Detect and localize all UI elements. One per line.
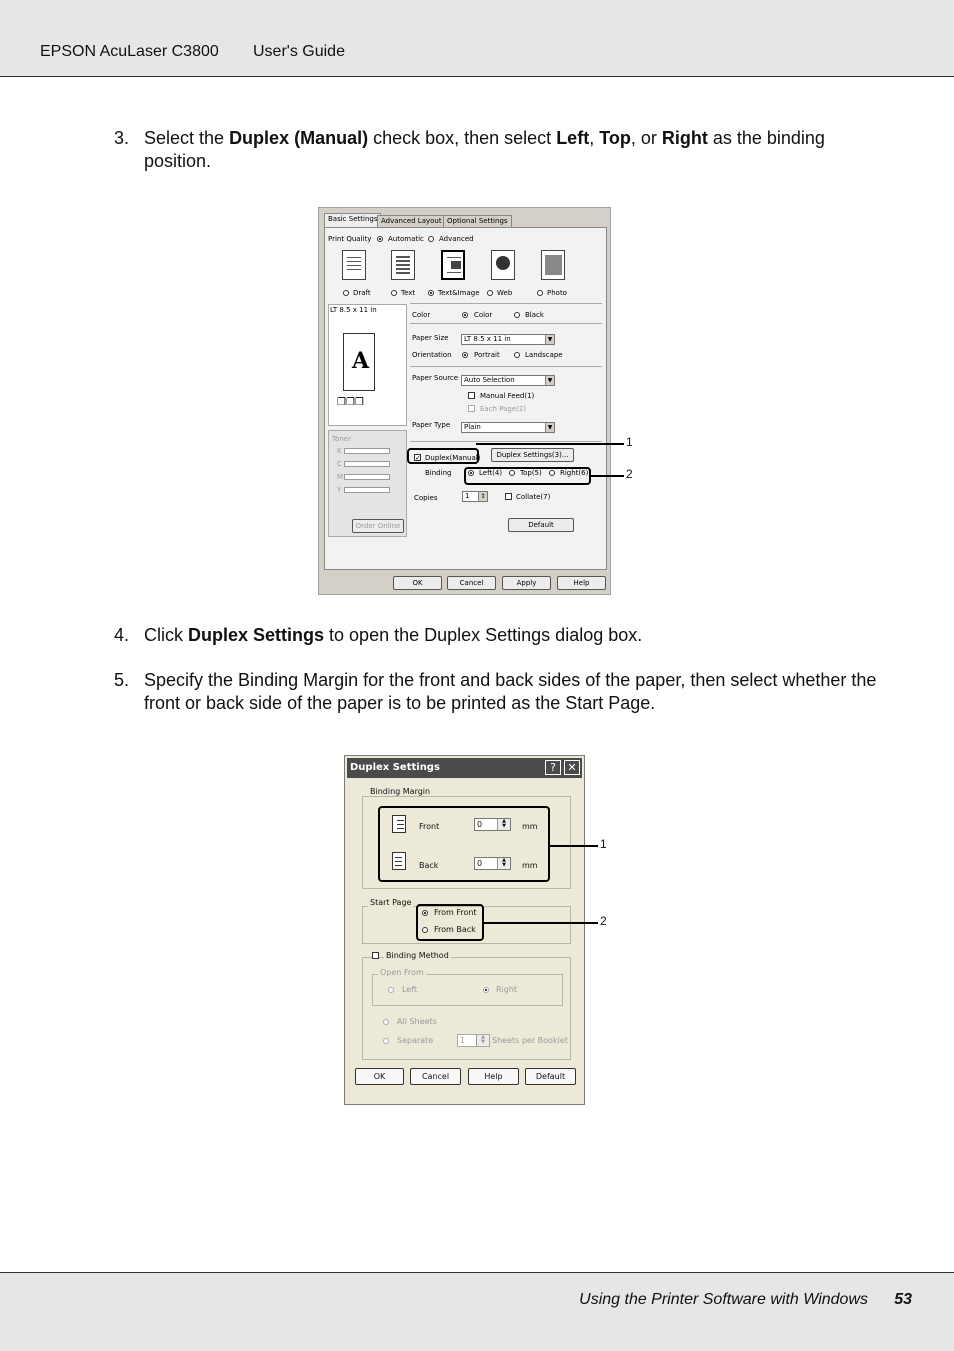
- text-radio[interactable]: [391, 290, 397, 296]
- each-page-label: Each Page(2): [480, 405, 527, 413]
- page-footer: [0, 1272, 954, 1351]
- manual-feed-label: Manual Feed(1): [480, 392, 535, 400]
- photo-radio[interactable]: [537, 290, 543, 296]
- callout-number-2: 2: [626, 467, 633, 481]
- ok-button[interactable]: OK: [393, 576, 442, 590]
- back-unit: mm: [522, 861, 538, 870]
- all-sheets-radio[interactable]: [383, 1019, 389, 1025]
- separate-label: Separate: [397, 1036, 434, 1045]
- duplex-manual-label: Duplex(Manual): [425, 454, 481, 462]
- step-text: Click Duplex Settings to open the Duplex Settings dialog box.: [144, 625, 643, 645]
- photo-icon: [541, 250, 565, 280]
- from-back-label: From Back: [434, 925, 476, 934]
- callout-leader-2: [484, 922, 598, 924]
- collate-checkbox[interactable]: [505, 493, 512, 500]
- open-right-radio[interactable]: [483, 987, 489, 993]
- text-label: Text: [401, 289, 416, 297]
- step-number: 5.: [114, 670, 130, 690]
- text-image-radio[interactable]: [428, 290, 434, 296]
- open-left-label: Left: [402, 985, 418, 994]
- step-number: 3.: [114, 128, 130, 148]
- step-text: Specify the Binding Margin for the front and back sides of the paper, then select whether the front or back side of the paper is to be printed as the Start Page.: [144, 670, 877, 713]
- default-button[interactable]: Default: [508, 518, 574, 532]
- collate-label: Collate(7): [516, 493, 551, 501]
- toner-y-label: Y: [337, 486, 342, 494]
- help-icon[interactable]: ?: [545, 760, 561, 775]
- apply-button[interactable]: Apply: [502, 576, 551, 590]
- text-icon: [391, 250, 415, 280]
- orientation-label: Orientation: [412, 351, 452, 359]
- divider: [410, 323, 602, 324]
- landscape-radio[interactable]: [514, 352, 520, 358]
- callout-box-2: [464, 467, 591, 485]
- cancel-button[interactable]: Cancel: [447, 576, 496, 590]
- binding-label: Binding: [425, 469, 452, 477]
- settings-panel: [324, 227, 607, 570]
- guide-title: User's Guide: [253, 43, 345, 60]
- paper-source-select[interactable]: Auto Selection ▼: [461, 375, 555, 386]
- layout-preview: [328, 304, 407, 426]
- duplex-settings-screenshot: [344, 755, 585, 1105]
- advanced-label: Advanced: [439, 235, 474, 243]
- section-title: Using the Printer Software with Windows: [579, 1291, 868, 1308]
- web-radio[interactable]: [487, 290, 493, 296]
- preview-page: [343, 333, 375, 391]
- front-unit: mm: [522, 822, 538, 831]
- copies-label: Copies: [414, 494, 438, 502]
- print-quality-label: Print Quality: [328, 235, 372, 243]
- divider: [410, 303, 602, 304]
- draft-label: Draft: [353, 289, 371, 297]
- help-button[interactable]: Help: [557, 576, 606, 590]
- binding-left-label: Left(4): [479, 469, 503, 477]
- color-label: Color: [412, 311, 431, 319]
- default-button[interactable]: Default: [525, 1068, 576, 1085]
- product-name: EPSON AcuLaser C3800: [40, 43, 219, 60]
- color-option-label: Color: [474, 311, 493, 319]
- duplex-manual-checkbox[interactable]: ✓: [415, 454, 421, 462]
- callout-box-2: [416, 904, 484, 941]
- callout-number-2: 2: [600, 914, 607, 928]
- landscape-label: Landscape: [525, 351, 563, 359]
- page-header: [0, 0, 954, 77]
- color-radio[interactable]: [462, 312, 468, 318]
- open-from-group: [372, 974, 563, 1006]
- sheets-per-booklet-stepper[interactable]: 1 ▲ ▼: [457, 1034, 490, 1047]
- step-5: [114, 669, 894, 717]
- open-right-label: Right: [496, 985, 518, 994]
- advanced-radio[interactable]: [428, 236, 434, 242]
- preview-size-label: LT 8.5 x 11 in: [330, 306, 377, 314]
- binding-right-label: Right(6): [560, 469, 589, 477]
- web-label: Web: [497, 289, 513, 297]
- printer-properties-screenshot: [318, 207, 611, 595]
- binding-method-checkbox[interactable]: [372, 952, 379, 959]
- divider: [410, 366, 602, 367]
- toner-k-label: K: [337, 447, 342, 455]
- all-sheets-label: All Sheets: [397, 1017, 437, 1026]
- dialog-titlebar: [347, 758, 582, 778]
- binding-top-label: Top(5): [520, 469, 542, 477]
- portrait-label: Portrait: [474, 351, 500, 359]
- sheets-per-booklet-label: Sheets per Booklet: [492, 1036, 568, 1045]
- front-margin-stepper[interactable]: 0 ▲ ▼: [474, 818, 511, 831]
- callout-leader-1: [549, 845, 598, 847]
- paper-type-select[interactable]: Plain ▼: [461, 422, 555, 433]
- toner-label: Toner: [332, 435, 351, 443]
- page-number: 53: [894, 1291, 912, 1308]
- draft-icon: [342, 250, 366, 280]
- duplex-settings-button[interactable]: Duplex Settings(3)...: [491, 448, 574, 462]
- front-label: Front: [419, 822, 440, 831]
- each-page-checkbox[interactable]: [468, 405, 475, 412]
- callout-leader-1: [476, 443, 624, 445]
- step-text: Select the Duplex (Manual) check box, then select Left, Top, or Right as the binding position.: [144, 128, 825, 171]
- binding-margin-label: Binding Margin: [370, 787, 431, 796]
- toner-m-label: M: [337, 473, 344, 481]
- separate-radio[interactable]: [383, 1038, 389, 1044]
- automatic-label: Automatic: [388, 235, 424, 243]
- tab-basic-settings[interactable]: Basic Settings: [324, 213, 381, 227]
- photo-label: Photo: [547, 289, 567, 297]
- paper-size-select[interactable]: LT 8.5 x 11 in ▼: [461, 334, 555, 345]
- paper-source-label: Paper Source: [412, 374, 459, 382]
- draft-radio[interactable]: [343, 290, 349, 296]
- paper-size-label: Paper Size: [412, 334, 449, 342]
- toner-c-label: C: [337, 460, 342, 468]
- copies-input[interactable]: 1 ↕: [462, 491, 488, 502]
- order-online-button[interactable]: Order Online: [352, 519, 404, 533]
- page-order-icon: ❐❐❐: [337, 397, 364, 408]
- toner-c-bar: [344, 461, 390, 467]
- text-image-label: Text&Image: [438, 289, 480, 297]
- callout-box-1: [378, 806, 550, 882]
- open-from-label: Open From: [380, 968, 424, 977]
- automatic-radio[interactable]: [377, 236, 383, 242]
- callout-box-1: [407, 448, 479, 464]
- callout-number-1: 1: [626, 435, 633, 449]
- close-icon[interactable]: ✕: [564, 760, 580, 775]
- manual-feed-checkbox[interactable]: [468, 392, 475, 399]
- binding-method-label: Binding Method: [386, 951, 449, 960]
- callout-number-1: 1: [600, 837, 607, 851]
- cancel-button[interactable]: Cancel: [410, 1068, 461, 1085]
- paper-type-label: Paper Type: [412, 421, 451, 429]
- step-4: [114, 624, 894, 648]
- text-image-icon: [441, 250, 465, 280]
- dialog-title: Duplex Settings: [350, 762, 440, 773]
- ok-button[interactable]: OK: [355, 1068, 404, 1085]
- toner-y-bar: [344, 487, 390, 493]
- start-page-label: Start Page: [370, 898, 412, 907]
- from-front-label: From Front: [434, 908, 477, 917]
- preview-letter: A: [352, 348, 370, 374]
- toner-panel: [328, 430, 407, 537]
- tab-optional-settings[interactable]: Optional Settings: [443, 215, 512, 227]
- help-button[interactable]: Help: [468, 1068, 519, 1085]
- callout-leader-2: [591, 475, 624, 477]
- toner-m-bar: [344, 474, 390, 480]
- open-left-radio[interactable]: [388, 987, 394, 993]
- portrait-radio[interactable]: [462, 352, 468, 358]
- tab-advanced-layout[interactable]: Advanced Layout: [377, 215, 446, 227]
- black-radio[interactable]: [514, 312, 520, 318]
- step-3: [114, 127, 894, 175]
- toner-k-bar: [344, 448, 390, 454]
- black-option-label: Black: [525, 311, 544, 319]
- back-label: Back: [419, 861, 439, 870]
- step-number: 4.: [114, 625, 130, 645]
- web-icon: [491, 250, 515, 280]
- back-margin-stepper[interactable]: 0 ▲ ▼: [474, 857, 511, 870]
- divider: [410, 441, 602, 442]
